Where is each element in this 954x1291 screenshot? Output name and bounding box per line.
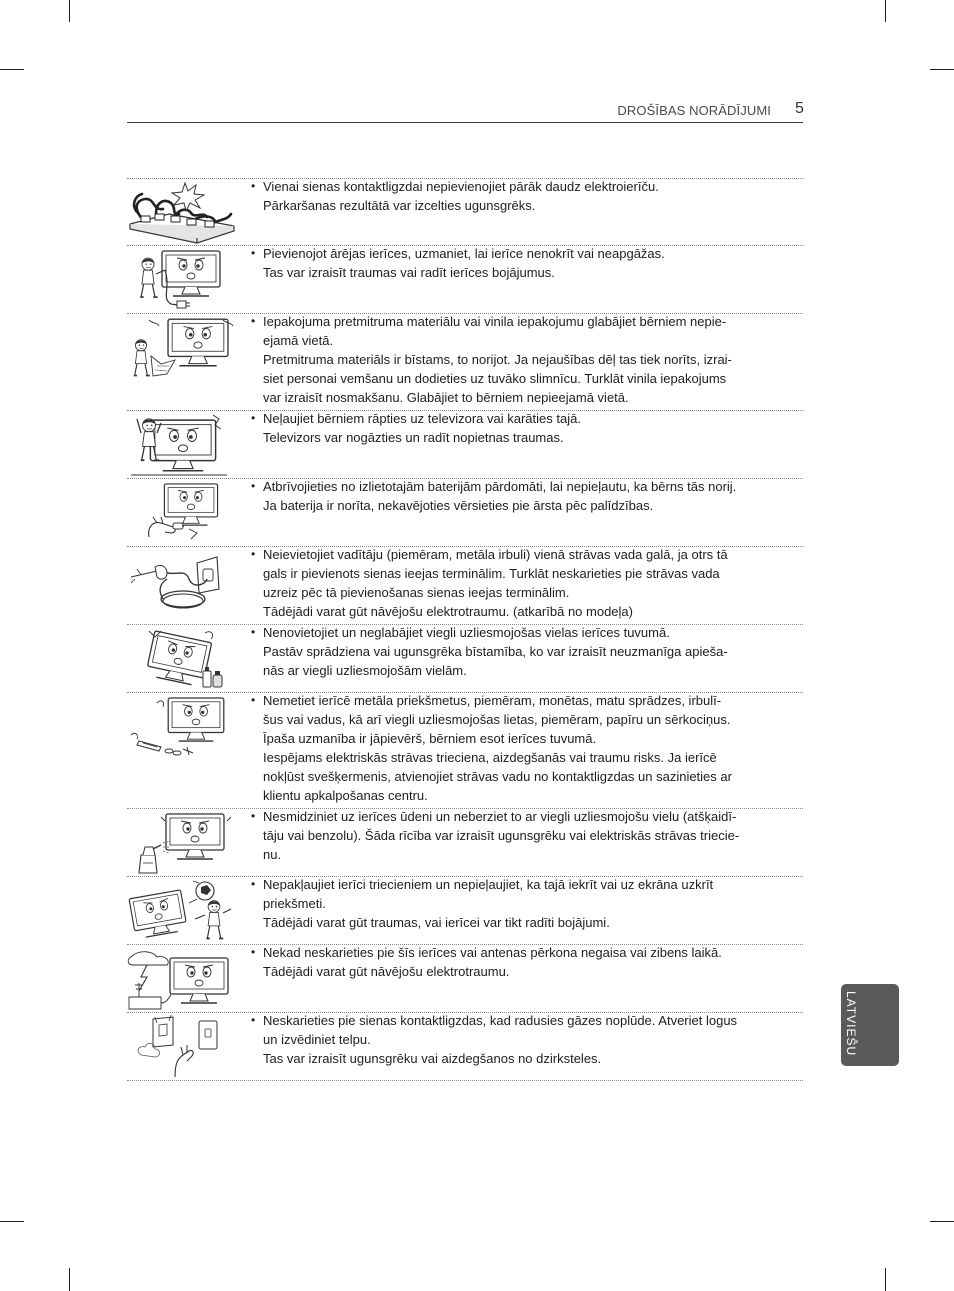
safety-item-text bbox=[250, 244, 803, 313]
text-line: • Nesmidziniet uz ierīces ūdeni un neberziet to ar viegli uzliesmojošu vielu (atšķaidī- bbox=[250, 807, 803, 826]
safety-item-text bbox=[250, 177, 803, 245]
metal-objects-illustration bbox=[127, 695, 237, 759]
safety-item bbox=[127, 624, 803, 692]
overloaded-power-strip-illustration bbox=[127, 181, 237, 245]
illustration-cell bbox=[127, 1013, 250, 1080]
illustration-cell bbox=[127, 809, 250, 876]
safety-item bbox=[127, 1012, 803, 1080]
text-line: Tādējādi varat gūt nāvējošu elektrotraumu. bbox=[263, 964, 510, 979]
text-line: • Nenovietojiet un neglabājiet viegli uzliesmojošas vielas ierīces tuvumā. bbox=[250, 623, 803, 642]
safety-item bbox=[127, 546, 803, 624]
safety-item-text bbox=[250, 1011, 803, 1080]
illustration-cell bbox=[127, 945, 250, 1012]
ball-impact-illustration bbox=[127, 879, 237, 943]
text-line: Iespējams elektriskās strāvas trieciena, aizdegšanās vai traumu risks. Ja ierīcē bbox=[263, 750, 717, 765]
safety-item bbox=[127, 245, 803, 313]
safety-item-text bbox=[250, 409, 803, 478]
safety-items-list bbox=[127, 178, 803, 1081]
safety-item-text bbox=[250, 477, 803, 546]
safety-item-text bbox=[250, 623, 803, 692]
text-line: gals ir pievienots sienas ieejas terminālim. Turklāt neskarieties pie strāvas vada bbox=[263, 566, 720, 581]
text-line: un izvēdiniet telpu. bbox=[263, 1032, 371, 1047]
text-line: • Iepakojuma pretmitruma materiālu vai vinila iepakojumu glabājiet bērniem nepie- bbox=[250, 312, 803, 331]
illustration-cell bbox=[127, 625, 250, 692]
safety-item-text bbox=[250, 312, 803, 410]
flammable-substances-illustration bbox=[127, 627, 237, 691]
safety-item bbox=[127, 178, 803, 245]
text-line: • Nepakļaujiet ierīci triecieniem un nepieļaujiet, ka tajā iekrīt vai uz ekrāna uzkrīt bbox=[250, 875, 803, 894]
text-line: priekšmeti. bbox=[263, 896, 326, 911]
text-line: siet personai vemšanu un dodieties uz tuvāko slimnīcu. Turklāt vinila iepakojums bbox=[263, 371, 727, 386]
text-line: • Neskarieties pie sienas kontaktligzdas, kad radusies gāzes noplūde. Atveriet logus bbox=[250, 1011, 803, 1030]
tv-falling-cable-illustration bbox=[127, 248, 237, 312]
text-line: Pastāv sprādziena vai ugunsgrēka bīstamība, ko var izraisīt neuzmanīga apieša- bbox=[263, 644, 728, 659]
text-line: Televizors var nogāzties un radīt nopietnas traumas. bbox=[263, 430, 564, 445]
text-line: • Nemetiet ierīcē metāla priekšmetus, piemēram, monētas, matu sprādzes, irbulī- bbox=[250, 691, 803, 710]
text-line: Pretmitruma materiāls ir bīstams, to norijot. Ja nejaušības dēļ tas tiek norīts, izrai- bbox=[263, 352, 732, 367]
safety-item-text bbox=[250, 545, 803, 624]
text-line: Ja baterija ir norīta, nekavējoties vērsieties pie ārsta pēc palīdzības. bbox=[263, 498, 654, 513]
child-climbing-tv-illustration bbox=[127, 413, 237, 477]
text-line: • Neļaujiet bērniem rāpties uz televizora vai karāties tajā. bbox=[250, 409, 803, 428]
text-line: uzreiz pēc tā pievienošanas sienas ieejas terminālim. bbox=[263, 585, 570, 600]
text-line: Pārkaršanas rezultātā var izcelties ugunsgrēks. bbox=[263, 198, 536, 213]
text-line: Īpaša uzmanība ir jāpievērš, bērniem esot ierīces tuvumā. bbox=[263, 731, 597, 746]
page-number: 5 bbox=[795, 100, 804, 117]
text-line: • Pievienojot ārējas ierīces, uzmaniet, lai ierīce nenokrīt vai neapgāžas. bbox=[250, 244, 803, 263]
spray-water-illustration bbox=[127, 811, 237, 875]
crop-mark bbox=[0, 1221, 24, 1222]
safety-item-text bbox=[250, 875, 803, 944]
gas-leak-socket-illustration bbox=[127, 1015, 237, 1079]
safety-item-text bbox=[250, 943, 803, 1012]
safety-item-text bbox=[250, 691, 803, 808]
safety-item bbox=[127, 944, 803, 1012]
text-line: Tas var izraisīt traumas vai radīt ierīces bojājumus. bbox=[263, 265, 555, 280]
section-title: DROŠĪBAS NORĀDĪJUMI bbox=[617, 103, 771, 118]
illustration-cell bbox=[127, 547, 250, 624]
illustration-cell bbox=[127, 246, 250, 313]
crop-mark bbox=[885, 0, 886, 22]
safety-item bbox=[127, 692, 803, 808]
safety-item bbox=[127, 313, 803, 410]
language-tab bbox=[841, 984, 899, 1066]
crop-mark bbox=[69, 0, 70, 22]
crop-mark bbox=[885, 1268, 886, 1291]
battery-hand-illustration bbox=[127, 481, 237, 545]
packaging-child-illustration bbox=[127, 316, 237, 380]
text-line: šus vai vadus, kā arī viegli uzliesmojošas lietas, piemēram, papīru un sērkociņus. bbox=[263, 712, 731, 727]
illustration-cell bbox=[127, 693, 250, 808]
illustration-cell bbox=[127, 479, 250, 546]
text-line: Tādējādi varat gūt traumas, vai ierīcei var tikt radīti bojājumi. bbox=[263, 915, 610, 930]
illustration-cell bbox=[127, 179, 250, 245]
text-line: tāju vai benzolu). Šāda rīcība var izraisīt ugunsgrēku vai elektriskās strāvas triecie- bbox=[263, 828, 740, 843]
text-line: Tas var izraisīt ugunsgrēku vai aizdegšanos no dzirksteles. bbox=[263, 1051, 602, 1066]
crop-mark bbox=[930, 69, 954, 70]
text-line: Tādējādi varat gūt nāvējošu elektrotraumu. (atkarībā no modeļa) bbox=[263, 604, 633, 619]
illustration-cell bbox=[127, 314, 250, 410]
text-line: nās ar viegli uzliesmojošām vielām. bbox=[263, 663, 467, 678]
text-line: • Vienai sienas kontaktligzdai nepievienojiet pārāk daudz elektroierīču. bbox=[250, 177, 803, 196]
text-line: • Nekad neskarieties pie šīs ierīces vai antenas pērkona negaisa vai zibens laikā. bbox=[250, 943, 803, 962]
safety-item bbox=[127, 478, 803, 546]
crop-mark bbox=[69, 1268, 70, 1291]
text-line: klientu apkalpošanas centru. bbox=[263, 788, 428, 803]
power-cord-wall-socket-illustration bbox=[127, 549, 237, 613]
header-rule bbox=[127, 122, 803, 123]
crop-mark bbox=[0, 69, 24, 70]
language-tab-label: LATVIEŠU bbox=[844, 991, 858, 1057]
text-line: nu. bbox=[263, 847, 282, 862]
safety-item bbox=[127, 410, 803, 478]
text-line: nokļūst svešķermenis, atvienojiet strāvas vadu no kontaktligzdas un sazinieties ar bbox=[263, 769, 732, 784]
illustration-cell bbox=[127, 877, 250, 944]
safety-item-text bbox=[250, 807, 803, 876]
text-line: var izraisīt nosmakšanu. Glabājiet to bērniem nepieejamā vietā. bbox=[263, 390, 629, 405]
safety-item bbox=[127, 808, 803, 876]
lightning-storm-illustration bbox=[127, 947, 237, 1011]
safety-item bbox=[127, 876, 803, 944]
text-line: • Atbrīvojieties no izlietotajām baterijām pārdomāti, lai nepieļautu, ka bērns tās norij. bbox=[250, 477, 803, 496]
crop-mark bbox=[930, 1221, 954, 1222]
text-line: • Neievietojiet vadītāju (piemēram, metāla irbuli) vienā strāvas vada galā, ja otrs tā bbox=[250, 545, 803, 564]
illustration-cell bbox=[127, 411, 250, 478]
text-line: ejamā vietā. bbox=[263, 333, 334, 348]
